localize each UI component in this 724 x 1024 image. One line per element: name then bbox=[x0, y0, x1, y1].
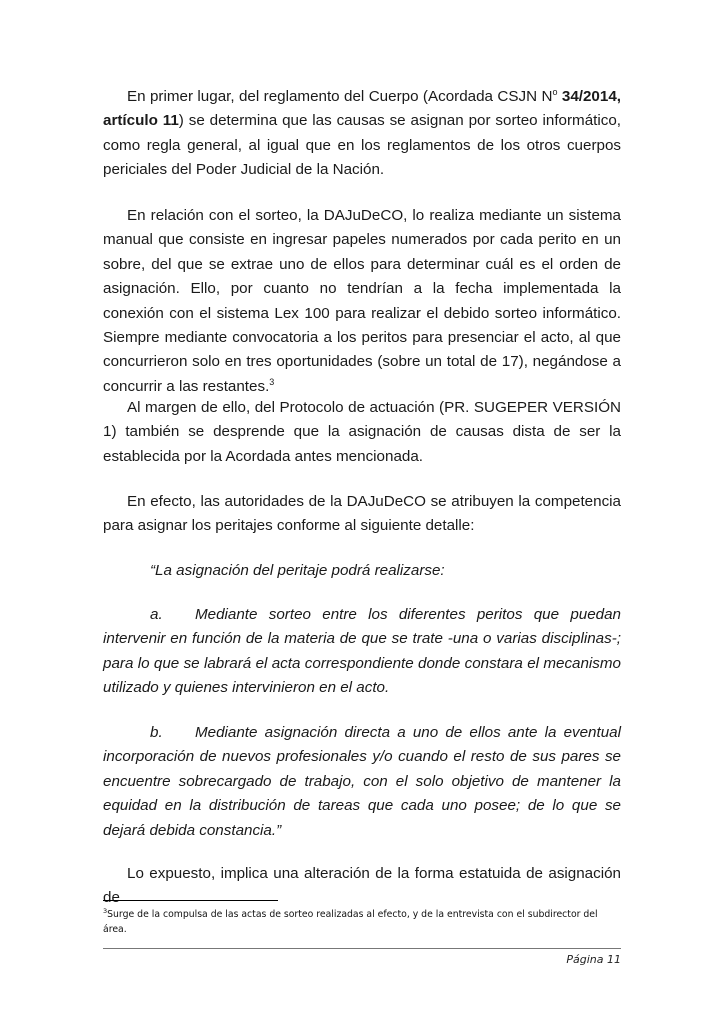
paragraph-text: ) se determina que las causas se asignan por sorteo informático, como regla general, al igual que en los reglamentos de los otros cuerpos periciales del Poder Judicial de la Nación. bbox=[103, 112, 621, 179]
paragraph-sorteo bbox=[103, 204, 621, 399]
list-marker: a. bbox=[150, 606, 163, 623]
list-item-text: Mediante asignación directa a uno de ellos ante la eventual incorporación de nuevos profesionales y/o cuando el resto de sus pares se encuentre sobrecargado de trabajo, con el solo objetivo de mantener la equidad en la distribución de tareas que cada uno posee; de lo que se dejará debida constancia.” bbox=[103, 724, 621, 839]
ordinal-superscript: o bbox=[552, 86, 558, 97]
paragraph-protocolo: Al margen de ello, del Protocolo de actuación (PR. SUGEPER VERSIÓN 1) también se desprende que la asignación de causas dista de ser la establecida por la Acordada antes mencionada. bbox=[103, 399, 621, 465]
page-number: Página 11 bbox=[566, 953, 621, 966]
paragraph-conclusion: Lo expuesto, implica una alteración de la forma estatuida de asignación de bbox=[103, 865, 621, 907]
paragraph-reglamento bbox=[103, 85, 621, 183]
footnote-number: 3 bbox=[103, 906, 108, 915]
footnote-separator bbox=[103, 900, 278, 901]
footnote-text: Surge de la compulsa de las actas de sorteo realizadas al efecto, y de la entrevista con el subdirector del área. bbox=[103, 909, 598, 935]
footnote bbox=[103, 907, 621, 937]
list-item-b bbox=[103, 721, 621, 843]
footer-divider bbox=[103, 948, 621, 949]
list-marker: b. bbox=[150, 724, 163, 741]
quote-lead: “La asignación del peritaje podrá realizarse: bbox=[150, 562, 445, 579]
list-item-text: Mediante sorteo entre los diferentes peritos que puedan intervenir en función de la materia de que se trate -una o varias disciplinas-; para lo que se labrará el acta correspondiente donde constara el mecanismo utilizado y quienes intervinieron en el acto. bbox=[103, 606, 621, 697]
paragraph-text: En primer lugar, del reglamento del Cuerpo (Acordada CSJN N bbox=[127, 88, 553, 105]
list-item-a bbox=[103, 603, 621, 701]
paragraph-competencia: En efecto, las autoridades de la DAJuDeCO se atribuyen la competencia para asignar los peritajes conforme al siguiente detalle: bbox=[103, 493, 621, 535]
footnote-reference[interactable]: 3 bbox=[269, 376, 275, 387]
bold-citation: 34/2014, artículo 11 bbox=[103, 88, 621, 130]
paragraph-text: En relación con el sorteo, la DAJuDeCO, lo realiza mediante un sistema manual que consiste en ingresar papeles numerados por cada perito en un sobre, del que se extrae uno de ellos para determinar cuál es el orden de asignación. Ello, por cuanto no tendrían a la fecha implementada la conexión con el sistema Lex 100 para realizar el debido sorteo informático. Siempre mediante convocatoria a los peritos para presenciar el acto, al que concurrieron solo en tres oportunidades (sobre un total de 17), negándose a concurrir a las restantes. bbox=[103, 207, 621, 395]
